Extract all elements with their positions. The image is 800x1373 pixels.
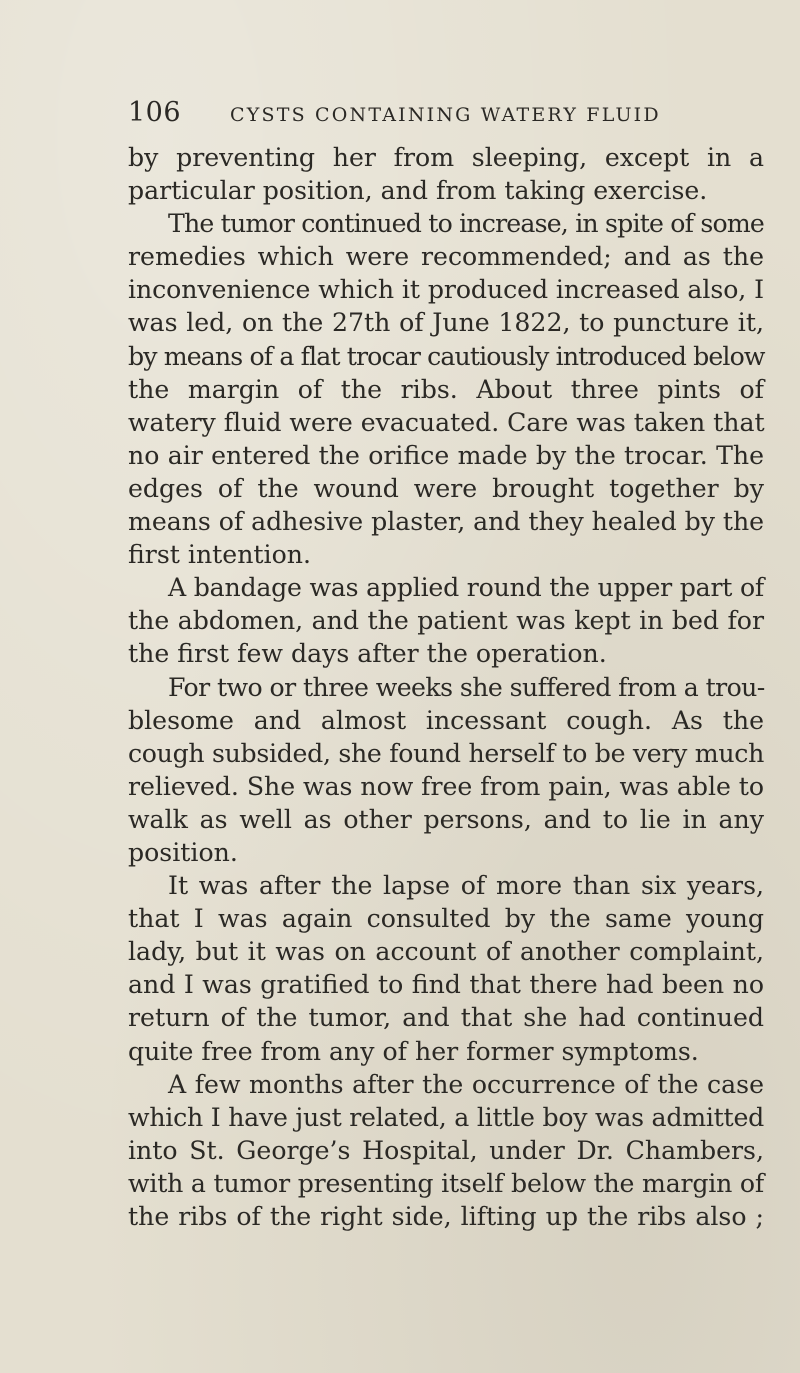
text-line: edges of the wound were brought together by (128, 473, 764, 503)
text-line: return of the tumor, and that she had continued (128, 1003, 764, 1033)
text-line: particular position, and from taking exercise. (128, 176, 708, 206)
running-head (128, 97, 768, 137)
text-line: position. (128, 837, 238, 867)
text-line: quite free from any of her former symptoms. (128, 1036, 699, 1066)
running-title: CYSTS CONTAINING WATERY FLUID (230, 104, 661, 126)
text-line: first intention. (128, 540, 311, 570)
text-line: and I was gratified to find that there had been no (128, 970, 764, 1000)
text-line: into St. George’s Hospital, under Dr. Chambers, (128, 1135, 764, 1165)
text-line: For two or three weeks she suffered from a trou- (168, 672, 765, 702)
text-line: lady, but it was on account of another complaint, (128, 937, 764, 967)
text-line: remedies which were recommended; and as the (128, 242, 764, 272)
text-line: means of adhesive plaster, and they healed by the (128, 507, 764, 537)
text-line: that I was again consulted by the same young (128, 904, 764, 934)
text-line: inconvenience which it produced increased also, I (128, 275, 764, 305)
text-line: the first few days after the operation. (128, 639, 607, 669)
text-line: cough subsided, she found herself to be very much (128, 738, 764, 768)
text-line: watery fluid were evacuated. Care was taken that (128, 407, 765, 437)
text-line: blesome and almost incessant cough. As the (128, 705, 764, 735)
text-line: no air entered the orifice made by the trocar. The (128, 440, 764, 470)
text-line: the abdomen, and the patient was kept in bed for (128, 606, 764, 636)
text-line: the margin of the ribs. About three pints of (128, 374, 764, 404)
text-line: The tumor continued to increase, in spite of some (168, 209, 764, 239)
text-line: by means of a flat trocar cautiously introduced below (128, 341, 765, 371)
text-line: was led, on the 27th of June 1822, to puncture it, (128, 308, 764, 338)
text-line: A bandage was applied round the upper part of (168, 573, 764, 603)
text-line: relieved. She was now free from pain, was able to (128, 771, 764, 801)
text-line: by preventing her from sleeping, except in a (128, 143, 764, 172)
body-text (128, 141, 764, 1233)
text-line: which I have just related, a little boy was admitted (128, 1102, 764, 1132)
text-line: with a tumor presenting itself below the margin of (128, 1168, 764, 1198)
page-number: 106 (128, 97, 182, 128)
text-line: walk as well as other persons, and to lie in any (128, 804, 764, 834)
text-line: It was after the lapse of more than six years, (168, 871, 764, 901)
text-line: the ribs of the right side, lifting up the ribs also ; (128, 1202, 764, 1231)
text-line: A few months after the occurrence of the case (168, 1069, 764, 1099)
